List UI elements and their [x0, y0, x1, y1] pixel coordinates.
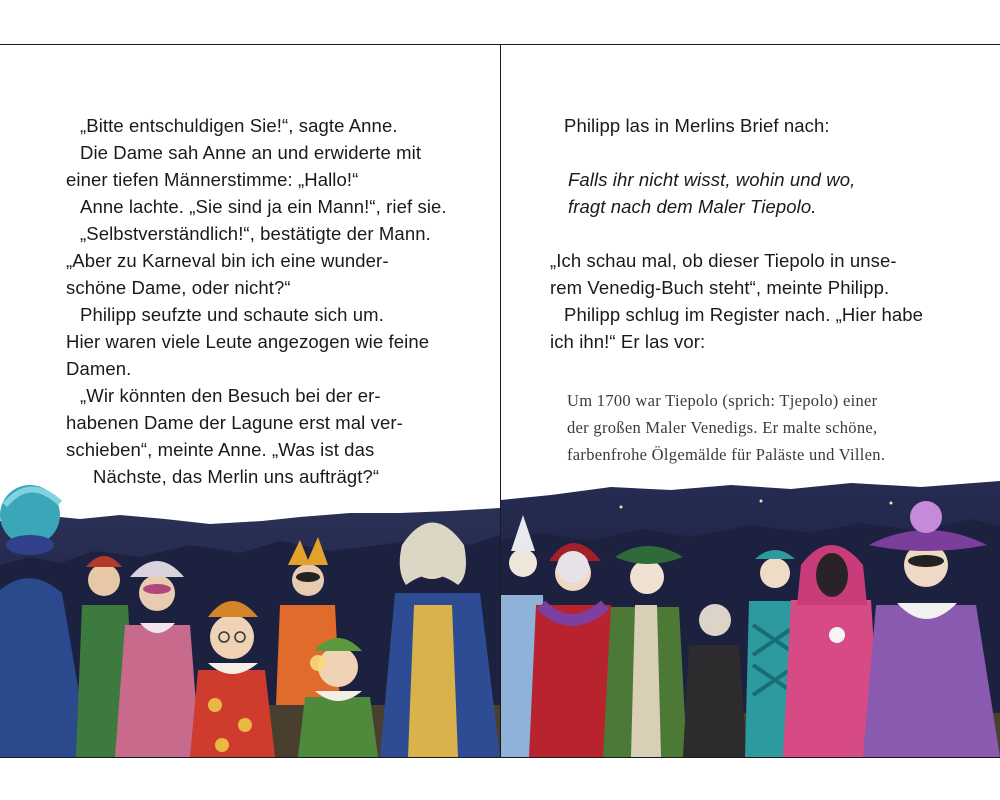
text-line: Die Dame sah Anne an und erwiderte mit: [80, 142, 422, 163]
book-excerpt-line: der großen Maler Venedigs. Er malte schöne,: [567, 418, 878, 437]
text-line: Damen.: [66, 358, 132, 379]
text-line: Philipp schlug im Register nach. „Hier habe: [564, 304, 924, 325]
text-line: „Wir könnten den Besuch bei der er-: [80, 385, 381, 406]
text-line: „Selbstverständlich!“, bestätigte der Mann.: [80, 223, 431, 244]
text-line: „Bitte entschuldigen Sie!“, sagte Anne.: [80, 115, 398, 136]
letter-line: fragt nach dem Maler Tiepolo.: [568, 196, 817, 217]
text-line: einer tiefen Männerstimme: „Hallo!“: [66, 169, 359, 190]
text-line: rem Venedig-Buch steht“, meinte Philipp.: [550, 277, 890, 298]
text-line: schieben“, meinte Anne. „Was ist das: [66, 439, 375, 460]
text-line: „Ich schau mal, ob dieser Tiepolo in unse-: [550, 250, 897, 271]
text-line: Philipp las in Merlins Brief nach:: [564, 115, 830, 136]
text-line: Nächste, das Merlin uns aufträgt?“: [93, 466, 380, 487]
book-excerpt-line: farbenfrohe Ölgemälde für Paläste und Villen.: [567, 445, 886, 464]
text-line: Hier waren viele Leute angezogen wie feine: [66, 331, 430, 352]
letter-line: Falls ihr nicht wisst, wohin und wo,: [568, 169, 856, 190]
book-spread: [0, 44, 1000, 758]
text-line: schöne Dame, oder nicht?“: [66, 277, 291, 298]
text-line: Anne lachte. „Sie sind ja ein Mann!“, rief sie.: [80, 196, 447, 217]
carnival-crowd-illustration-left: [0, 45, 500, 757]
text-line: habenen Dame der Lagune erst mal ver-: [66, 412, 403, 433]
text-line: „Aber zu Karneval bin ich eine wunder-: [66, 250, 389, 271]
left-page: [0, 45, 501, 757]
carnival-crowd-illustration-right: [501, 45, 1000, 757]
text-line: ich ihn!“ Er las vor:: [550, 331, 706, 352]
right-page: [501, 45, 1000, 757]
text-line: Philipp seufzte und schaute sich um.: [80, 304, 384, 325]
book-excerpt-line: Um 1700 war Tiepolo (sprich: Tjepolo) einer: [567, 391, 878, 410]
